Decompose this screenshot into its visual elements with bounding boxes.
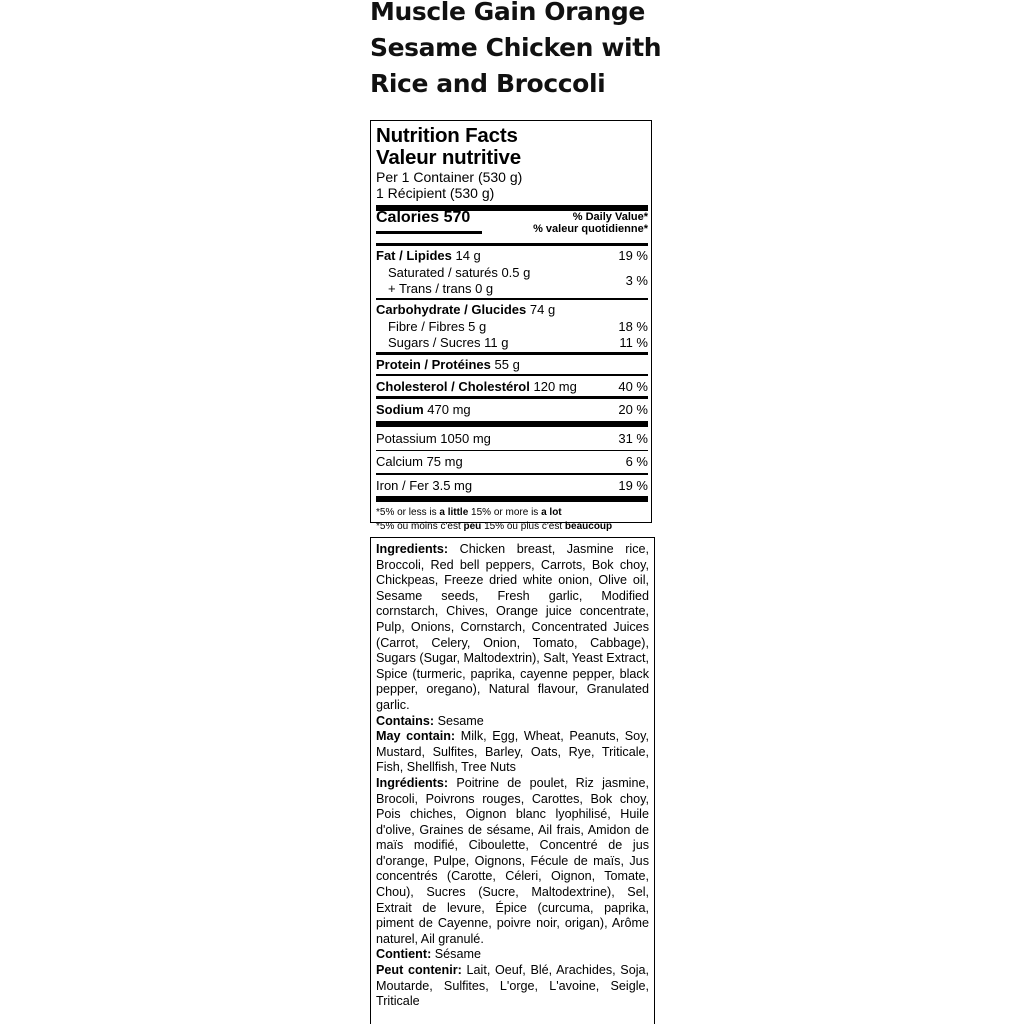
fat-row xyxy=(376,247,648,265)
contains-en-text: Sesame xyxy=(434,713,484,728)
medium-divider xyxy=(376,298,648,301)
daily-value-en: % Daily Value* xyxy=(572,211,648,223)
calories-row xyxy=(376,211,648,243)
saturated-label: Saturated / saturés 0.5 g xyxy=(388,264,531,280)
thick-divider xyxy=(376,496,648,502)
potassium-label: Potassium 1050 mg xyxy=(376,430,491,446)
calories-label: Calories 570 xyxy=(376,209,471,226)
trans-label: + Trans / trans 0 g xyxy=(388,280,494,296)
iron-dv: 19 % xyxy=(618,477,648,493)
calcium-label: Calcium 75 mg xyxy=(376,454,463,469)
product-title xyxy=(370,0,670,102)
nutrition-heading-en: Nutrition Facts xyxy=(376,124,518,147)
ingredients-fr-text: Poitrine de poulet, Riz jasmine, Brocoli, Poivrons rouges, Carottes, Bok choy, Pois chiches, Oignon blanc lyophilisé, Huile d'olive, Graines de sésame, Ail frais, Amidon de maïs modifié, Ciboulette, Concentré de jus d'orange, Pulpe, Oignons, Fécule de maïs, Jus concentrés (Carotte, Céleri, Oignon, Tomate, Chou), Sucres (Sucre, Maltodextrine), Sel, Extrait de levure, Épice (curcuma, paprika, piment de Cayenne, poivre noir, origan), Arôme naturel, Ail granulé. xyxy=(376,775,649,946)
cholesterol-dv: 40 % xyxy=(618,379,648,394)
calcium-dv: 6 % xyxy=(625,454,648,469)
contains-en xyxy=(376,714,649,730)
product-title-line: Sesame Chicken with xyxy=(370,33,662,62)
thin-divider xyxy=(376,473,648,475)
sodium-row xyxy=(376,401,648,419)
fat-dv: 19 % xyxy=(618,247,648,263)
ingredients-fr xyxy=(376,776,649,948)
sodium-dv: 20 % xyxy=(618,401,648,417)
fibre-label: Fibre / Fibres 5 g xyxy=(388,319,487,334)
sodium-label: Sodium xyxy=(376,401,424,417)
footnote-text: 15% ou plus c'est xyxy=(481,520,565,532)
nutrition-facts-panel xyxy=(370,120,652,532)
may-contain-fr xyxy=(376,963,649,1010)
serving-size-fr: 1 Récipient (530 g) xyxy=(376,185,495,201)
sodium-amount: 470 mg xyxy=(427,401,471,417)
carbohydrate-label: Carbohydrate / Glucides xyxy=(376,302,527,317)
fibre-dv: 18 % xyxy=(618,319,648,334)
may-contain-en xyxy=(376,729,649,776)
ingredients-panel xyxy=(370,537,655,1024)
carbohydrate-row xyxy=(376,301,648,319)
cholesterol-row xyxy=(376,378,648,396)
ingredients-en-label: Ingredients: xyxy=(376,542,449,556)
medium-divider xyxy=(376,396,648,399)
footnote-emphasis: a lot xyxy=(541,506,562,518)
iron-label: Iron / Fer 3.5 mg xyxy=(376,477,473,493)
daily-value-header xyxy=(533,211,648,235)
protein-label: Protein / Protéines xyxy=(376,356,491,372)
footnote-en xyxy=(376,506,648,520)
protein-row xyxy=(376,356,648,374)
fibre-row xyxy=(376,319,648,335)
thin-divider xyxy=(376,450,648,452)
potassium-row xyxy=(376,430,648,448)
may-contain-en-text: Milk, Egg, Wheat, Peanuts, Soy, Mustard, Sulfites, Barley, Oats, Rye, Triticale, Fish, Shellfish, Tree Nuts xyxy=(376,729,649,775)
footnote-fr xyxy=(376,520,648,534)
may-contain-fr-label: Peut contenir: xyxy=(376,963,462,978)
cholesterol-amount: 120 mg xyxy=(533,379,577,394)
contains-fr-text: Sésame xyxy=(431,947,481,962)
calcium-row xyxy=(376,453,648,471)
ingredients-fr-label: Ingrédients: xyxy=(376,775,449,790)
calories-underline xyxy=(376,231,482,234)
thick-divider xyxy=(376,421,648,427)
fat-amount: 14 g xyxy=(455,247,481,263)
may-contain-en-label: May contain: xyxy=(376,729,456,744)
sugars-label: Sugars / Sucres 11 g xyxy=(388,335,509,350)
nutrition-heading-fr: Valeur nutritive xyxy=(376,146,521,169)
ingredients-en xyxy=(376,542,649,714)
ingredients-en-text: Chicken breast, Jasmine rice, Broccoli, Red bell peppers, Carrots, Bok choy, Chickpeas, Freeze dried white onion, Olive oil, Sesame seeds, Fresh garlic, Modified cornstarch, Chives, Orange juice concentrate, Pulp, Onions, Cornstarch, Concentrated Juices (Carrot, Celery, Onion, Tomato, Cabbage), Sugars (Sugar, Maltodextrin), Salt, Yeast Extract, Spice (turmeric, paprika, cayenne pepper, black pepper, oregano), Natural flavour, Granulated garlic. xyxy=(376,542,649,712)
fat-label: Fat / Lipides xyxy=(376,247,452,263)
medium-divider xyxy=(376,352,648,355)
potassium-dv: 31 % xyxy=(618,430,648,446)
iron-row xyxy=(376,477,648,495)
product-title-line: Muscle Gain Orange xyxy=(370,0,645,26)
trans-row xyxy=(376,281,648,298)
contains-fr xyxy=(376,947,649,963)
footnote-text: 15% or more is xyxy=(468,506,542,518)
serving-size-en: Per 1 Container (530 g) xyxy=(376,169,523,185)
carbohydrate-amount: 74 g xyxy=(529,302,556,317)
may-contain-fr-text: Lait, Oeuf, Blé, Arachides, Soja, Moutarde, Sulfites, L'orge, L'avoine, Seigle, Triticale xyxy=(376,963,650,1009)
cholesterol-label: Cholesterol / Cholestérol xyxy=(376,379,530,394)
contains-fr-label: Contient: xyxy=(376,947,432,962)
saturated-trans-dv: 3 % xyxy=(625,272,648,288)
protein-amount: 55 g xyxy=(494,356,520,372)
footnote-emphasis: a little xyxy=(439,506,469,518)
medium-divider xyxy=(376,374,648,377)
contains-en-label: Contains: xyxy=(376,713,435,728)
sugars-row xyxy=(376,335,648,352)
medium-divider xyxy=(376,243,648,246)
daily-value-fr: % valeur quotidienne* xyxy=(533,223,648,235)
sugars-dv: 11 % xyxy=(619,335,648,350)
footnote-emphasis: peu xyxy=(463,520,482,532)
footnote-emphasis: beaucoup xyxy=(564,520,613,532)
footnote-text: *5% ou moins c'est xyxy=(376,520,464,532)
product-title-line: Rice and Broccoli xyxy=(370,69,606,98)
footnote-text: *5% or less is xyxy=(376,506,440,518)
